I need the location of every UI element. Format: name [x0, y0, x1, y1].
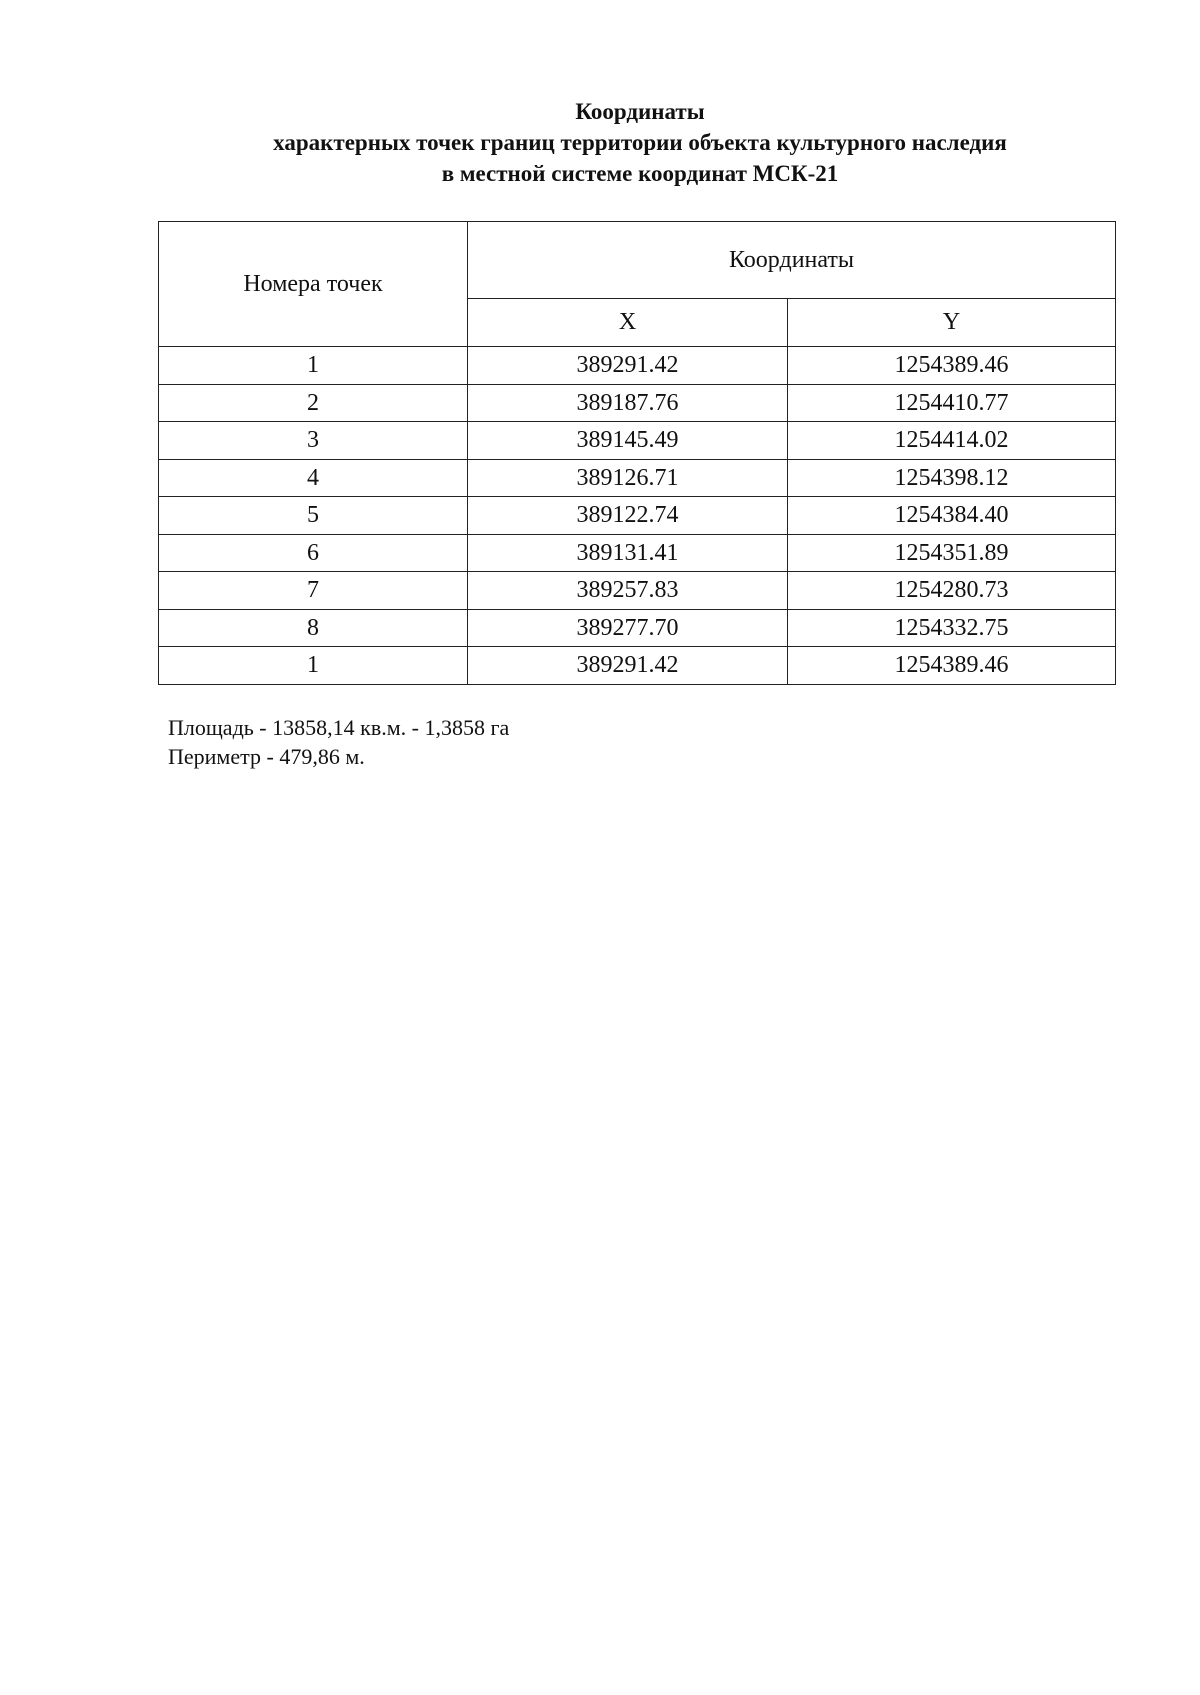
coord-x: 389131.41 [468, 534, 788, 572]
area-text: Площадь - 13858,14 кв.м. - 1,3858 га [168, 715, 510, 740]
table-row [159, 647, 1116, 685]
title-line-1: Координаты [575, 99, 705, 124]
title-line-2: характерных точек границ территории объекта культурного наследия [273, 130, 1007, 155]
coord-y: 1254384.40 [788, 497, 1116, 535]
summary-block [168, 713, 509, 771]
coord-y: 1254414.02 [788, 422, 1116, 460]
point-number: 1 [159, 647, 468, 685]
coord-x: 389291.42 [468, 647, 788, 685]
table-row [159, 534, 1116, 572]
document-title [0, 96, 1200, 189]
title-line-3: в местной системе координат МСК-21 [441, 161, 839, 186]
point-number: 5 [159, 497, 468, 535]
coord-y: 1254389.46 [788, 647, 1116, 685]
coord-x: 389277.70 [468, 609, 788, 647]
table-row [159, 572, 1116, 610]
header-y: Y [788, 299, 1116, 347]
table-header-row [159, 222, 1116, 299]
header-point-numbers: Номера точек [159, 222, 468, 347]
coord-x: 389145.49 [468, 422, 788, 460]
coord-y: 1254389.46 [788, 347, 1116, 385]
point-number: 1 [159, 347, 468, 385]
table-row [159, 497, 1116, 535]
coord-y: 1254410.77 [788, 384, 1116, 422]
perimeter-text: Периметр - 479,86 м. [168, 744, 365, 769]
coord-x: 389122.74 [468, 497, 788, 535]
point-number: 7 [159, 572, 468, 610]
coord-y: 1254280.73 [788, 572, 1116, 610]
table-row [159, 347, 1116, 385]
coord-x: 389126.71 [468, 459, 788, 497]
coord-x: 389187.76 [468, 384, 788, 422]
point-number: 2 [159, 384, 468, 422]
table-row [159, 609, 1116, 647]
coord-y: 1254398.12 [788, 459, 1116, 497]
coord-x: 389257.83 [468, 572, 788, 610]
coord-y: 1254351.89 [788, 534, 1116, 572]
table-row [159, 422, 1116, 460]
coord-x: 389291.42 [468, 347, 788, 385]
point-number: 3 [159, 422, 468, 460]
table-row [159, 384, 1116, 422]
coord-y: 1254332.75 [788, 609, 1116, 647]
header-x: X [468, 299, 788, 347]
coordinates-table [158, 221, 1116, 685]
table-row [159, 459, 1116, 497]
point-number: 8 [159, 609, 468, 647]
point-number: 6 [159, 534, 468, 572]
header-coordinates: Координаты [468, 222, 1116, 299]
point-number: 4 [159, 459, 468, 497]
